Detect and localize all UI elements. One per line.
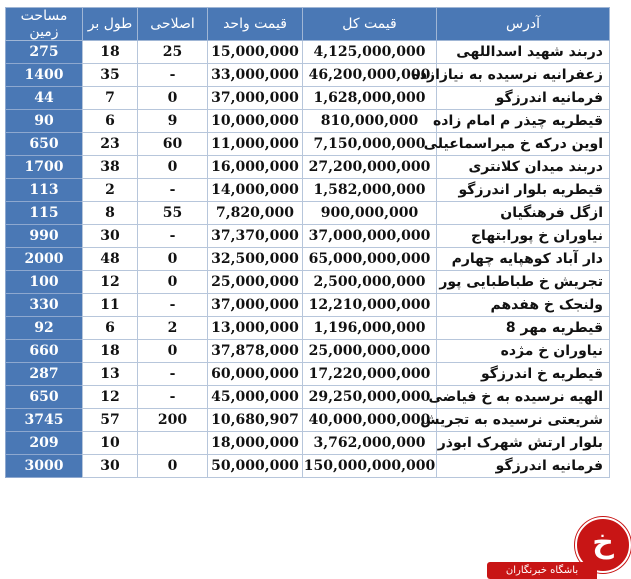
unit-price-cell: 14,000,000 (208, 179, 303, 202)
land-area-cell: 1700 (6, 156, 83, 179)
news-agency-logo (487, 517, 630, 579)
unit-price-cell: 50,000,000 (208, 455, 303, 478)
total-price-cell: 810,000,000 (303, 110, 437, 133)
address-cell: قیطریه چیذر م امام زاده (437, 110, 610, 133)
land-area-cell: 1400 (6, 64, 83, 87)
address-cell: دار آباد کوهپایه چهارم (437, 248, 610, 271)
unit-price-cell: 16,000,000 (208, 156, 303, 179)
address-cell: اوین درکه خ میراسماعیلی (437, 133, 610, 156)
frontage-cell: 18 (83, 340, 138, 363)
land-area-cell: 90 (6, 110, 83, 133)
table-row (6, 41, 610, 64)
address-cell: شریعتی نرسیده به تجریش (437, 409, 610, 432)
column-header-land-area: مساحت زمین (6, 8, 83, 41)
land-area-cell: 990 (6, 225, 83, 248)
unit-price-cell: 10,680,907 (208, 409, 303, 432)
column-header-address: آدرس (437, 8, 610, 41)
total-price-cell: 1,582,000,000 (303, 179, 437, 202)
address-cell: قیطریه بلوار اندرزگو (437, 179, 610, 202)
total-price-cell: 40,000,000,000 (303, 409, 437, 432)
frontage-cell: 30 (83, 455, 138, 478)
column-header-frontage: طول بر (83, 8, 138, 41)
table-row (6, 294, 610, 317)
modification-cell: 0 (138, 87, 208, 110)
modification-cell: - (138, 64, 208, 87)
modification-cell: - (138, 363, 208, 386)
table-row (6, 248, 610, 271)
table-row (6, 340, 610, 363)
logo-mark: خ (592, 525, 614, 560)
column-header-total-price: قیمت کل (303, 8, 437, 41)
unit-price-cell: 7,820,000 (208, 202, 303, 225)
frontage-cell: 13 (83, 363, 138, 386)
modification-cell: 0 (138, 248, 208, 271)
total-price-cell: 1,196,000,000 (303, 317, 437, 340)
frontage-cell: 48 (83, 248, 138, 271)
address-cell: قیطریه مهر 8 (437, 317, 610, 340)
frontage-cell: 10 (83, 432, 138, 455)
frontage-cell: 12 (83, 271, 138, 294)
modification-cell: - (138, 179, 208, 202)
table-row (6, 409, 610, 432)
modification-cell: - (138, 386, 208, 409)
land-area-cell: 92 (6, 317, 83, 340)
land-area-cell: 2000 (6, 248, 83, 271)
land-area-cell: 275 (6, 41, 83, 64)
land-area-cell: 100 (6, 271, 83, 294)
table-row (6, 317, 610, 340)
total-price-cell: 1,628,000,000 (303, 87, 437, 110)
total-price-cell: 2,500,000,000 (303, 271, 437, 294)
unit-price-cell: 18,000,000 (208, 432, 303, 455)
property-price-table (5, 7, 610, 478)
address-cell: بلوار ارتش شهرک ابوذر (437, 432, 610, 455)
modification-cell: 0 (138, 340, 208, 363)
unit-price-cell: 37,000,000 (208, 87, 303, 110)
table-row (6, 202, 610, 225)
unit-price-cell: 37,878,000 (208, 340, 303, 363)
column-header-unit-price: قیمت واحد (208, 8, 303, 41)
table-row (6, 432, 610, 455)
address-cell: فرمانیه اندرزگو (437, 455, 610, 478)
total-price-cell: 37,000,000,000 (303, 225, 437, 248)
modification-cell: 9 (138, 110, 208, 133)
address-cell: الهیه نرسیده به خ فیاضی (437, 386, 610, 409)
land-area-cell: 650 (6, 386, 83, 409)
frontage-cell: 57 (83, 409, 138, 432)
address-cell: ولنجک خ هفدهم (437, 294, 610, 317)
table-row (6, 179, 610, 202)
table-row (6, 225, 610, 248)
address-cell: دربند شهید اسداللهی (437, 41, 610, 64)
frontage-cell: 2 (83, 179, 138, 202)
address-cell: نیاوران خ پورابتهاج (437, 225, 610, 248)
frontage-cell: 18 (83, 41, 138, 64)
frontage-cell: 6 (83, 110, 138, 133)
modification-cell: 0 (138, 455, 208, 478)
frontage-cell: 12 (83, 386, 138, 409)
frontage-cell: 7 (83, 87, 138, 110)
table-header (6, 8, 610, 41)
total-price-cell: 25,000,000,000 (303, 340, 437, 363)
table-row (6, 455, 610, 478)
land-area-cell: 330 (6, 294, 83, 317)
modification-cell: - (138, 294, 208, 317)
total-price-cell: 17,220,000,000 (303, 363, 437, 386)
frontage-cell: 6 (83, 317, 138, 340)
land-area-cell: 660 (6, 340, 83, 363)
unit-price-cell: 25,000,000 (208, 271, 303, 294)
total-price-cell: 900,000,000 (303, 202, 437, 225)
land-area-cell: 3745 (6, 409, 83, 432)
land-area-cell: 115 (6, 202, 83, 225)
unit-price-cell: 60,000,000 (208, 363, 303, 386)
unit-price-cell: 11,000,000 (208, 133, 303, 156)
column-header-modification: اصلاحی (138, 8, 208, 41)
modification-cell: 200 (138, 409, 208, 432)
total-price-cell: 29,250,000,000 (303, 386, 437, 409)
header-row (6, 8, 610, 41)
address-cell: دربند میدان کلانتری (437, 156, 610, 179)
address-cell: قیطریه خ اندرزگو (437, 363, 610, 386)
unit-price-cell: 15,000,000 (208, 41, 303, 64)
table-row (6, 386, 610, 409)
address-cell: ازگل فرهنگیان (437, 202, 610, 225)
land-area-cell: 113 (6, 179, 83, 202)
total-price-cell: 46,200,000,000 (303, 64, 437, 87)
frontage-cell: 38 (83, 156, 138, 179)
modification-cell: - (138, 225, 208, 248)
table-row (6, 87, 610, 110)
unit-price-cell: 10,000,000 (208, 110, 303, 133)
table-row (6, 133, 610, 156)
modification-cell (138, 432, 208, 455)
table-body (6, 41, 610, 478)
frontage-cell: 23 (83, 133, 138, 156)
land-area-cell: 44 (6, 87, 83, 110)
modification-cell: 2 (138, 317, 208, 340)
table-row (6, 363, 610, 386)
total-price-cell: 4,125,000,000 (303, 41, 437, 64)
address-cell: فرمانیه اندرزگو (437, 87, 610, 110)
land-area-cell: 650 (6, 133, 83, 156)
total-price-cell: 7,150,000,000 (303, 133, 437, 156)
unit-price-cell: 37,000,000 (208, 294, 303, 317)
land-area-cell: 209 (6, 432, 83, 455)
table-row (6, 110, 610, 133)
total-price-cell: 3,762,000,000 (303, 432, 437, 455)
address-cell: زعفرانیه نرسیده به نیازازده (437, 64, 610, 87)
modification-cell: 25 (138, 41, 208, 64)
table-row (6, 156, 610, 179)
unit-price-cell: 32,500,000 (208, 248, 303, 271)
logo-text: باشگاه خبرنگاران (487, 562, 597, 579)
table-row (6, 64, 610, 87)
address-cell: تجریش خ طباطبایی پور (437, 271, 610, 294)
unit-price-cell: 45,000,000 (208, 386, 303, 409)
land-area-cell: 3000 (6, 455, 83, 478)
frontage-cell: 35 (83, 64, 138, 87)
frontage-cell: 30 (83, 225, 138, 248)
table-row (6, 271, 610, 294)
land-area-cell: 287 (6, 363, 83, 386)
unit-price-cell: 13,000,000 (208, 317, 303, 340)
total-price-cell: 65,000,000,000 (303, 248, 437, 271)
total-price-cell: 150,000,000,000 (303, 455, 437, 478)
modification-cell: 55 (138, 202, 208, 225)
total-price-cell: 27,200,000,000 (303, 156, 437, 179)
unit-price-cell: 37,370,000 (208, 225, 303, 248)
unit-price-cell: 33,000,000 (208, 64, 303, 87)
frontage-cell: 11 (83, 294, 138, 317)
modification-cell: 60 (138, 133, 208, 156)
total-price-cell: 12,210,000,000 (303, 294, 437, 317)
modification-cell: 0 (138, 271, 208, 294)
address-cell: نیاوران خ مژده (437, 340, 610, 363)
modification-cell: 0 (138, 156, 208, 179)
frontage-cell: 8 (83, 202, 138, 225)
